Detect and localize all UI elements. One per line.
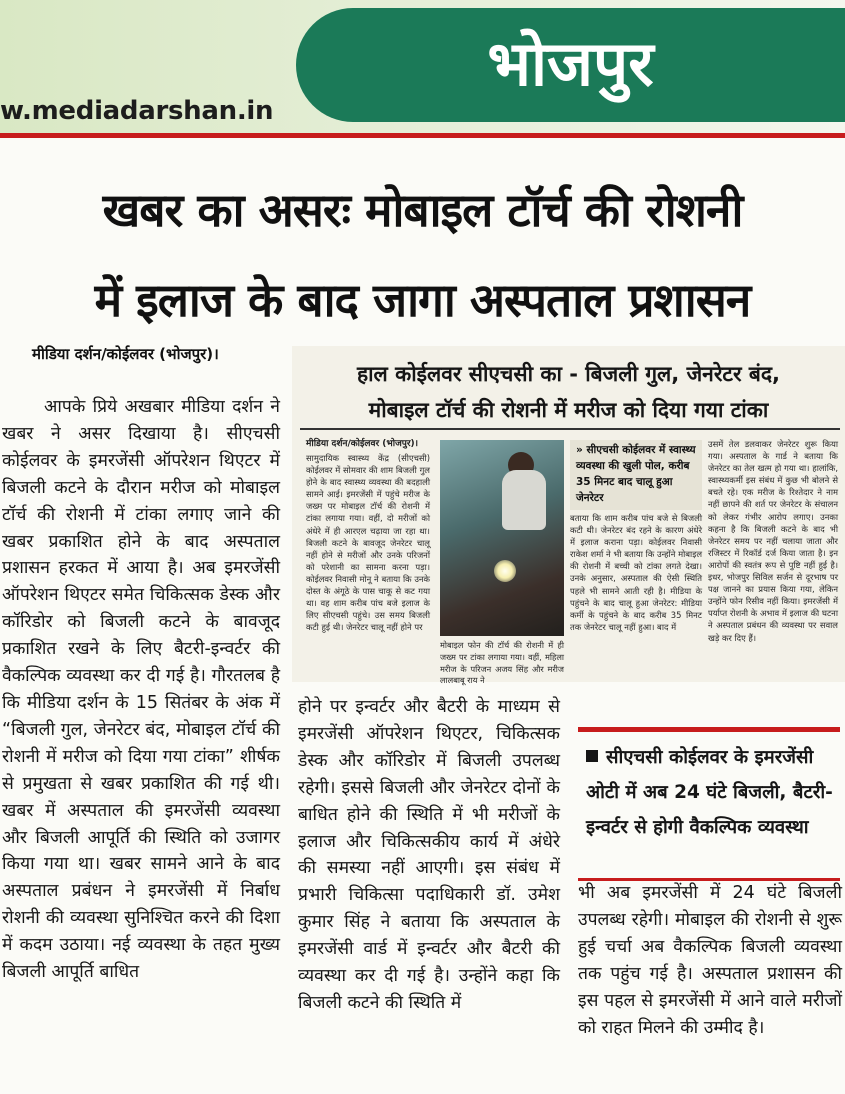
clipping-photo — [440, 440, 564, 636]
highlight-box — [586, 740, 836, 845]
highlight-top-rule — [578, 727, 840, 732]
clipping-column-1: सामुदायिक स्वास्थ्य केंद्र (सीएचसी) कोईलवर में सोमवार की शाम बिजली गुल होने के बाद स्वास्थ्य व्यवस्था की बदहाली सामने आई। इमरजेंसी में पहुंचे मरीज के जख्म पर मोबाइल टॉर्च की रोशनी में टांका लगाया गया। वहीं, दो मरीजों को अंधेरे में ही आरएल चढ़ाया जा रहा था। बिजली कटने के बावजूद जेनरेटर चालू नहीं होने से मरीजों और उनके परिजनों को परेशानी का सामना करना पड़ा। कोईलवर निवासी मोनू ने बताया कि उनके दोस्त के अंगूठे के पास चाकू से कट गया था। वह शाम करीब पांच बजे इलाज के लिए सीएचसी पहुंचे। उस समय बिजली कटी हुई थी। जेनरेटर चालू नहीं होने पर — [306, 453, 430, 633]
website-url: w.mediadarshan.in — [0, 96, 274, 126]
clipping-side-text: » सीएचसी कोईलवर में स्वास्थ्य व्यवस्था की खुली पोल, करीब 35 मिनट बाद चालू हुआ जेनरेटर — [576, 444, 696, 504]
clipping-photo-caption: मोबाइल फोन की टॉर्च की रोशनी में ही जख्म पर टांका लगाया गया। वहीं, महिला मरीज के परिजन अजय सिंह और मरीज लालबाबू राय ने — [440, 640, 564, 686]
header-divider — [0, 133, 845, 138]
clipping-byline: मीडिया दर्शन/कोईलवर (भोजपुर)। — [306, 439, 419, 449]
clipping-column-3: उसमें तेल डलवाकर जेनरेटर शुरू किया गया। अस्पताल के गार्ड ने बताया कि जेनरेटर का तेल खत्म हो गया था। हालांकि, स्वास्थ्यकर्मी इस संबंध में कुछ भी बोलने से बचते रहे। एक मरीज के रिश्तेदार ने नाम नहीं छापने की शर्त पर जेनरेटर के संचालन को लेकर गंभीर आरोप लगाए। उनका कहना है कि बिजली कटने के बाद भी जेनरेटर समय पर नहीं चलाया जाता और रजिस्टर में रिकॉर्ड दर्ज किया जाता है। इन आरोपों की स्वतंत्र रूप से पुष्टि नहीं हुई है। इधर, भोजपुर सिविल सर्जन से दूरभाष पर पक्ष जानने का प्रयास किया गया, लेकिन उन्होंने फोन रिसीव नहीं किया। इमरजेंसी में पर्याप्त रोशनी के अभाव में इलाज की घटना ने अस्पताल प्रबंधन की व्यवस्था पर सवाल खड़े कर दिए हैं। — [708, 439, 838, 643]
torch-light-icon — [494, 560, 516, 582]
clipping-column-2: बताया कि शाम करीब पांच बजे से बिजली कटी थी। जेनरेटर बंद रहने के कारण अंधेरे में इलाज कराना पड़ा। कोईलवर निवासी राकेश शर्मा ने भी बताया कि उन्होंने मोबाइल की रोशनी में बच्ची को टांका लगते देखा। उनके अनुसार, अस्पताल की ऐसी स्थिति पहले भी सामने आती रही है। मीडिया के पहुंचने के बाद चालू हुआ जेनरेटर: मीडिया कर्मी के पहुंचने के बाद करीब 35 मिनट तक जेनरेटर चालू नहीं हुआ। बाद में — [570, 513, 702, 632]
clipping-divider — [300, 428, 840, 430]
photo-person-body — [502, 470, 546, 530]
article-column-left — [2, 394, 280, 1094]
square-bullet-icon — [586, 750, 598, 762]
article-text-middle: होने पर इन्वर्टर और बैटरी के माध्यम से इमरजेंसी ऑपरेशन थिएटर, चिकित्सक डेस्क और कॉरिडोर में बिजली उपलब्ध रहेगी। इससे बिजली और जेनरेटर दोनों के बाधित होने की स्थिति में भी मरीजों के इलाज और चिकित्सकीय कार्य में अंधेरे की समस्या नहीं आएगी। इस संबंध में प्रभारी चिकित्सा पदाधिकारी डॉ. उमेश कुमार सिंह ने बताया कि अस्पताल के इमरजेंसी वार्ड में इन्वर्टर और बैटरी की व्यवस्था कर दी गई है। उन्होंने कहा कि बिजली कटने की स्थिति में — [298, 697, 560, 1013]
clipping-headline-line-1: हाल कोईलवर सीएचसी का - बिजली गुल, जेनरेटर बंद, — [356, 362, 781, 386]
article-text-left: आपके प्रिये अखबार मीडिया दर्शन ने खबर ने असर दिखाया है। सीएचसी कोईलवर के इमरजेंसी ऑपरेशन थिएटर में बिजली कटने के दौरान मरीज को मोबाइल टॉर्च की रोशनी में टांका लगाए जाने की खबर प्रकाशित होने के बाद अस्पताल प्रशासन हरकत में आया है। अब इमरजेंसी ऑपरेशन थिएटर समेत चिकित्सक डेस्क और कॉरिडोर को बिजली कटने के बावजूद प्रकाशित रखने के लिए बैटरी-इन्वर्टर की वैकल्पिक व्यवस्था कर दी गई है। गौरतलब है कि मीडिया दर्शन के 15 सितंबर के अंक में “बिजली गुल, जेनरेटर बंद, मोबाइल टॉर्च की रोशनी में मरीज को दिया गया टांका” शीर्षक से प्रमुखता से खबर प्रकाशित की गई थी। खबर में अस्पताल की इमरजेंसी व्यवस्था और बिजली आपूर्ति की स्थिति को उजागर किया गया था। खबर सामने आने के बाद अस्पताल प्रबंधन ने इमरजेंसी में निर्बाध रोशनी की व्यवस्था सुनिश्चित करने की दिशा में कदम उठाया। नई व्यवस्था के तहत मुख्य बिजली आपूर्ति बाधित — [2, 397, 280, 983]
section-title: भोजपुर — [487, 27, 654, 100]
byline: मीडिया दर्शन/कोईलवर (भोजपुर)। — [32, 345, 219, 363]
clipping-headline-line-2: मोबाइल टॉर्च की रोशनी में मरीज को दिया गया टांका — [368, 398, 769, 422]
article-column-middle — [298, 694, 560, 1094]
highlight-text: सीएचसी कोईलवर के इमरजेंसी ओटी में अब 24 घंटे बिजली, बैटरी-इन्वर्टर से होगी वैकल्पिक व्यवस्था — [586, 747, 833, 838]
article-column-right — [578, 880, 842, 1094]
headline-line-1: खबर का असरः मोबाइल टॉर्च की रोशनी — [102, 183, 743, 237]
headline-line-2: में इलाज के बाद जागा अस्पताल प्रशासन — [94, 273, 751, 327]
article-text-right: भी अब इमरजेंसी में 24 घंटे बिजली उपलब्ध रहेगी। मोबाइल की रोशनी से शुरू हुई चर्चा अब वैकल्पिक बिजली व्यवस्था तक पहुंच गई है। अस्पताल प्रशासन की इस पहल से इमरजेंसी में आने वाले मरीजों को राहत मिलने की उम्मीद है। — [578, 883, 842, 1038]
